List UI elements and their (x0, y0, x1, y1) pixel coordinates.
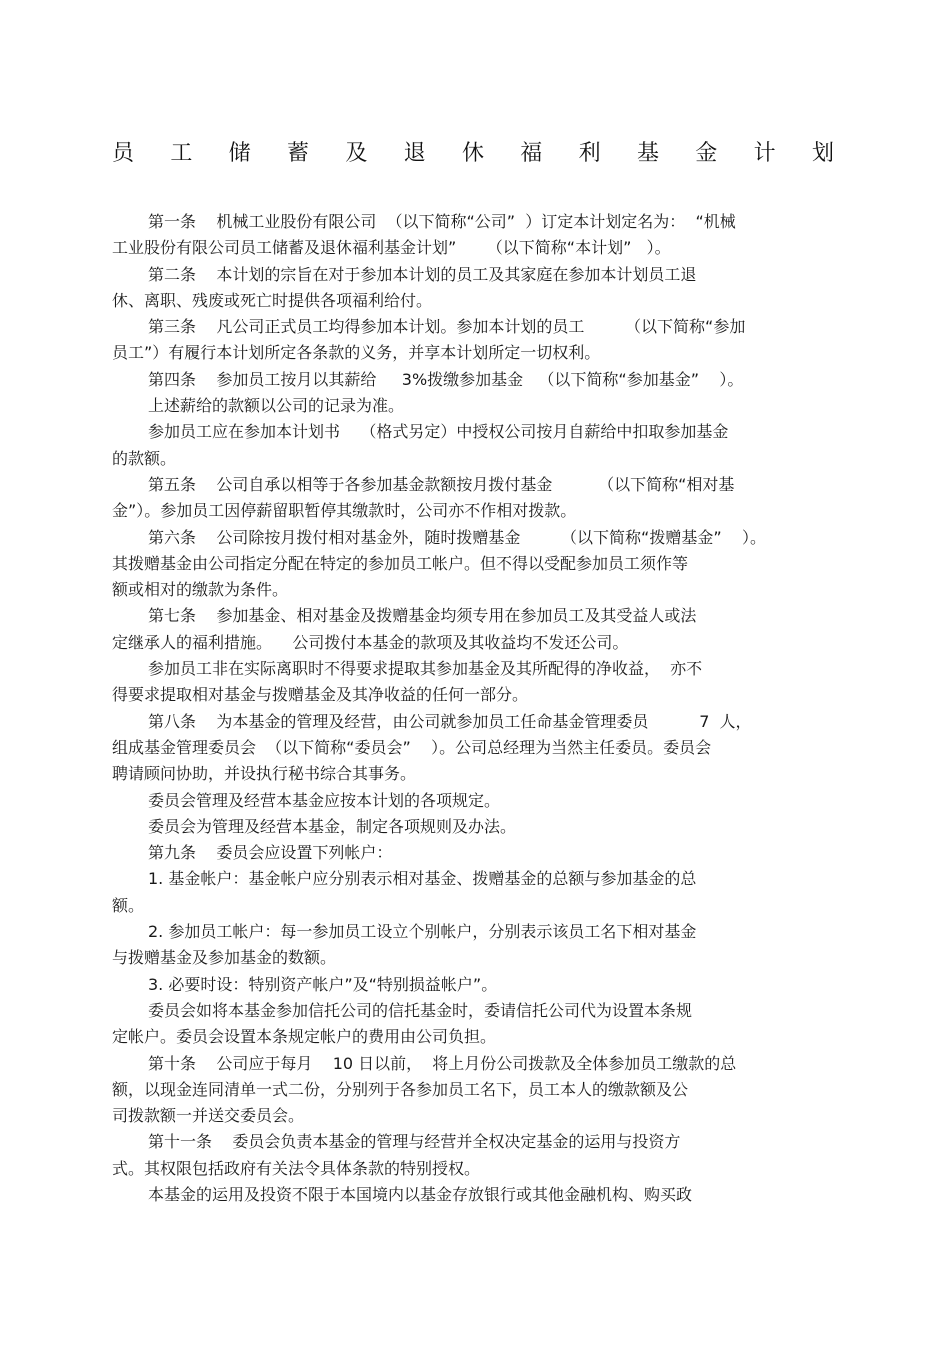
title-char: 基 (636, 140, 659, 166)
title-char: 计 (753, 140, 776, 166)
title-char: 金 (695, 140, 718, 166)
text-line: 额。 (112, 895, 145, 915)
text-line: 员工”）有履行本计划所定各条款的义务，并享本计划所定一切权利。 (112, 343, 601, 363)
text-line: 第四条 参加员工按月以其薪给 3%拨缴参加基金 （以下简称“参加基金” ）。 (148, 369, 744, 389)
title-char: 利 (578, 140, 601, 166)
text-line: 委员会如将本基金参加信托公司的信托基金时，委请信托公司代为设置本条规 (148, 1000, 693, 1020)
text-line: 2. 参加员工帐户：每一参加员工设立个别帐户，分别表示该员工名下相对基金 (148, 922, 697, 942)
text-line: 第一条 机械工业股份有限公司 （以下简称“公司” ）订定本计划定名为： “机械 (148, 212, 736, 231)
text-line: 3. 必要时设：特别资产帐户”及“特别损益帐户”。 (148, 974, 498, 994)
text-line: 第七条 参加基金、相对基金及拨赠基金均须专用在参加员工及其受益人或法 (148, 606, 697, 626)
text-line: 金”）。参加员工因停薪留职暂停其缴款时，公司亦不作相对拨款。 (112, 501, 577, 521)
title-char: 储 (228, 140, 251, 166)
text-line: 额或相对的缴款为条件。 (112, 580, 289, 600)
text-line: 上述薪给的款额以公司的记录为准。 (148, 396, 405, 416)
text-line: 定继承人的福利措施。 公司拨付本基金的款项及其收益均不发还公司。 (112, 632, 629, 652)
text-line: 的款额。 (112, 448, 177, 468)
title-char: 工 (170, 140, 193, 166)
text-line: 休、离职、残废或死亡时提供各项福利给付。 (112, 290, 433, 310)
text-line: 第九条 委员会应设置下列帐户： (148, 843, 393, 863)
text-line: 其拨赠基金由公司指定分配在特定的参加员工帐户。但不得以受配参加员工须作等 (112, 553, 689, 573)
text-line: 司拨款额一并送交委员会。 (112, 1106, 305, 1126)
title-char: 及 (345, 140, 368, 166)
text-line: 聘请顾问协助，并设执行秘书综合其事务。 (112, 764, 417, 784)
text-line: 与拨赠基金及参加基金的数额。 (112, 948, 337, 968)
title-char: 蓄 (286, 140, 309, 166)
document-body (112, 209, 832, 1208)
document-title (112, 136, 834, 166)
text-line: 工业股份有限公司员工储蓄及退休福利基金计划” （以下简称“本计划” ）。 (112, 238, 671, 258)
title-char: 退 (403, 140, 426, 166)
text-line: 得要求提取相对基金与拨赠基金及其净收益的任何一部分。 (112, 685, 529, 705)
text-line: 参加员工应在参加本计划书 （格式另定）中授权公司按月自薪给中扣取参加基金 (148, 422, 729, 442)
text-line: 第二条 本计划的宗旨在对于参加本计划的员工及其家庭在参加本计划员工退 (148, 264, 697, 284)
text-line: 1. 基金帐户：基金帐户应分别表示相对基金、拨赠基金的总额与参加基金的总 (148, 869, 697, 889)
text-line: 第十一条 委员会负责本基金的管理与经营并全权决定基金的运用与投资方 (148, 1132, 681, 1152)
text-line: 参加员工非在实际离职时不得要求提取其参加基金及其所配得的净收益， 亦不 (148, 659, 703, 679)
text-line: 委员会管理及经营本基金应按本计划的各项规定。 (148, 790, 501, 810)
title-char: 员 (112, 140, 135, 166)
text-line: 第五条 公司自承以相等于各参加基金款额按月拨付基金 （以下简称“相对基 (148, 474, 735, 494)
text-line: 本基金的运用及投资不限于本国境内以基金存放银行或其他金融机构、购买政 (148, 1184, 693, 1204)
text-line: 第八条 为本基金的管理及经营，由公司就参加员工任命基金管理委员 7 人， (148, 711, 752, 731)
title-char: 划 (811, 140, 834, 166)
text-line: 组成基金管理委员会 （以下简称“委员会” ）。公司总经理为当然主任委员。委员会 (112, 737, 712, 757)
text-line: 第六条 公司除按月拨付相对基金外，随时拨赠基金 （以下简称“拨赠基金” ）。 (148, 527, 766, 547)
text-line: 定帐户。委员会设置本条规定帐户的费用由公司负担。 (112, 1027, 497, 1047)
text-line: 额，以现金连同清单一式二份，分别列于各参加员工名下，员工本人的缴款额及公 (112, 1079, 689, 1099)
text-line: 委员会为管理及经营本基金，制定各项规则及办法。 (148, 816, 517, 836)
text-line: 式。其权限包括政府有关法令具体条款的特别授权。 (112, 1158, 481, 1178)
title-char: 休 (461, 140, 484, 166)
text-line: 第十条 公司应于每月 10 日以前， 将上月份公司拨款及全体参加员工缴款的总 (148, 1053, 737, 1073)
title-char: 福 (520, 140, 543, 166)
text-line: 第三条 凡公司正式员工均得参加本计划。参加本计划的员工 （以下简称“参加 (148, 317, 746, 337)
